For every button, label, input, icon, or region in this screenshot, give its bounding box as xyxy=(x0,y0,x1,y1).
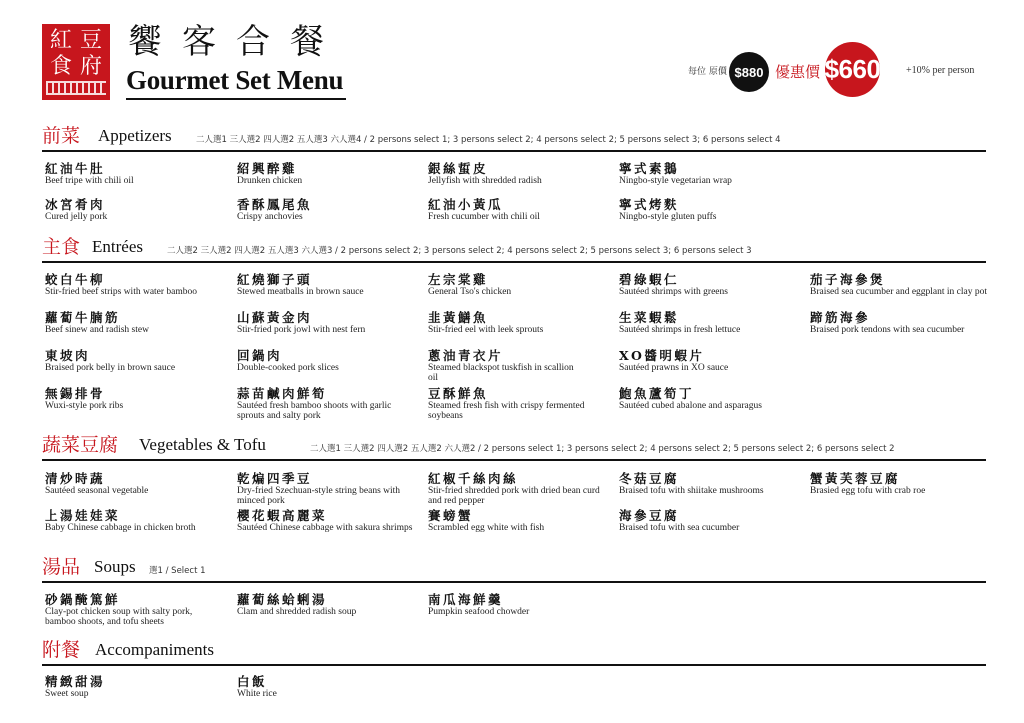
menu-item xyxy=(619,508,799,533)
section-vegetables-tofu xyxy=(42,431,986,461)
menu-item xyxy=(237,674,417,699)
item-name-en: Sautéed seasonal vegetable xyxy=(45,486,149,496)
section-title-en: Accompaniments xyxy=(95,640,214,659)
item-name-zh: 白飯 xyxy=(237,674,268,689)
item-name-zh: 蒜苗鹹肉鮮筍 xyxy=(237,386,328,401)
section-header xyxy=(42,636,986,666)
section-title-zh: 前菜 xyxy=(42,125,81,147)
item-name-en: Stir-fried beef strips with water bamboo xyxy=(45,287,198,297)
item-name-zh: 紅椒千絲肉絲 xyxy=(428,471,519,486)
menu-item xyxy=(428,386,614,421)
section-title-en: Entrées xyxy=(92,237,143,256)
menu-item xyxy=(237,386,405,421)
menu-item xyxy=(45,197,225,222)
menu-item xyxy=(619,310,799,335)
selection-rule: 二人選1 三人選2 四人選2 五人選2 六人選2 / 2 persons select 1; 3 persons select 2; 4 persons select 2; 5 persons select 2; 6 persons select 2 xyxy=(310,444,895,454)
item-name-en: Ningbo-style gluten puffs xyxy=(619,212,717,222)
menu-item xyxy=(428,508,608,533)
item-name-zh: 紅燒獅子頭 xyxy=(237,272,313,287)
section-title-zh: 主食 xyxy=(42,236,81,258)
item-name-zh: 紹興醉雞 xyxy=(237,161,298,176)
menu-item xyxy=(619,272,799,297)
menu-item xyxy=(810,272,990,297)
item-name-en: General Tso's chicken xyxy=(428,287,512,297)
menu-item xyxy=(619,386,799,411)
item-name-en: Wuxi-style pork ribs xyxy=(45,401,124,411)
item-name-zh: XO醬明蝦片 xyxy=(619,348,705,363)
menu-item xyxy=(45,386,225,411)
item-name-zh: 蟹黃芙蓉豆腐 xyxy=(810,471,901,486)
item-name-en: Stir-fried eel with leek sprouts xyxy=(428,325,544,335)
item-name-zh: 碧綠蝦仁 xyxy=(619,272,680,287)
menu-item xyxy=(428,348,578,383)
section-soups xyxy=(42,553,986,583)
item-name-zh: 南瓜海鮮羹 xyxy=(428,592,504,607)
item-name-en: Beef sinew and radish stew xyxy=(45,325,149,335)
item-name-en: Stir-fried pork jowl with nest fern xyxy=(237,325,366,335)
section-title-zh: 蔬菜豆腐 xyxy=(42,434,119,456)
menu-item xyxy=(45,161,225,186)
menu-item xyxy=(237,508,417,533)
item-name-en: Sautéed shrimps with greens xyxy=(619,287,728,297)
item-name-en: Braised sea cucumber and eggplant in clay pot xyxy=(810,287,988,297)
section-appetizers xyxy=(42,122,986,152)
item-name-zh: 清炒時蔬 xyxy=(45,471,106,486)
item-name-zh: 蘿蔔牛腩筋 xyxy=(45,310,121,325)
original-price-badge: $880 xyxy=(729,52,769,92)
item-name-en: Crispy anchovies xyxy=(237,212,303,222)
item-name-zh: 無錫排骨 xyxy=(45,386,106,401)
menu-item xyxy=(619,471,799,496)
section-header xyxy=(42,431,986,461)
logo-fret-border xyxy=(46,81,106,95)
logo-char: 豆 xyxy=(79,28,102,53)
item-name-en: Dry-fried Szechuan-style string beans with minced pork xyxy=(237,486,401,506)
item-name-zh: 茄子海參煲 xyxy=(810,272,886,287)
selection-rule: 二人選2 三人選2 四人選2 五人選3 六人選3 / 2 persons select 2; 3 persons select 2; 4 persons select 2; 5 persons select 3; 6 persons select 3 xyxy=(167,246,752,256)
item-name-zh: 冬菇豆腐 xyxy=(619,471,680,486)
item-name-zh: 紅油牛肚 xyxy=(45,161,106,176)
menu-item xyxy=(45,471,225,496)
menu-item xyxy=(810,310,992,335)
item-name-en: Sautéed cubed abalone and asparagus xyxy=(619,401,762,411)
item-name-zh: 銀絲蜇皮 xyxy=(428,161,489,176)
item-name-zh: 山蘇黃金肉 xyxy=(237,310,313,325)
original-price-label: 每位 原價 xyxy=(688,67,727,77)
item-name-zh: 櫻花蝦高麗菜 xyxy=(237,508,328,523)
menu-item xyxy=(45,508,205,533)
item-name-zh: 香酥鳳尾魚 xyxy=(237,197,313,212)
menu-item xyxy=(237,348,417,373)
menu-item xyxy=(45,310,225,335)
item-name-en: Ningbo-style vegetarian wrap xyxy=(619,176,732,186)
menu-item xyxy=(45,592,225,627)
section-header xyxy=(42,122,986,152)
item-name-en: Double-cooked pork slices xyxy=(237,363,339,373)
section-title-en: Soups xyxy=(94,557,136,576)
item-name-en: Sautéed fresh bamboo shoots with garlic sprouts and salty pork xyxy=(237,401,392,421)
section-title-zh: 附餐 xyxy=(42,639,81,661)
selection-rule: 選1 / Select 1 xyxy=(149,566,206,576)
menu-item xyxy=(619,348,799,373)
item-name-zh: 蹄筋海參 xyxy=(810,310,871,325)
item-name-zh: 生菜蝦鬆 xyxy=(619,310,680,325)
menu-item xyxy=(810,471,990,496)
menu-title-en: Gourmet Set Menu xyxy=(126,65,344,95)
menu-item xyxy=(237,471,417,506)
item-name-en: Braised tofu with sea cucumber xyxy=(619,523,740,533)
item-name-en: Sautéed shrimps in fresh lettuce xyxy=(619,325,741,335)
menu-item xyxy=(619,197,799,222)
item-name-en: Drunken chicken xyxy=(237,176,303,186)
item-name-en: Pumpkin seafood chowder xyxy=(428,607,530,617)
menu-item xyxy=(237,272,417,297)
item-name-zh: 東坡肉 xyxy=(45,348,91,363)
menu-item xyxy=(428,197,608,222)
item-name-zh: 精緻甜湯 xyxy=(45,674,106,689)
item-name-en: Sautéed prawns in XO sauce xyxy=(619,363,729,373)
item-name-en: Jellyfish with shredded radish xyxy=(428,176,542,186)
item-name-en: Fresh cucumber with chili oil xyxy=(428,212,540,222)
item-name-en: Braised tofu with shiitake mushrooms xyxy=(619,486,764,496)
section-title-zh: 湯品 xyxy=(42,556,81,578)
item-name-zh: 豆酥鮮魚 xyxy=(428,386,489,401)
item-name-en: Beef tripe with chili oil xyxy=(45,176,134,186)
menu-item xyxy=(45,348,225,373)
menu-item xyxy=(428,161,608,186)
service-charge-note: +10% per person xyxy=(906,65,975,76)
logo-char: 府 xyxy=(79,54,102,79)
menu-item xyxy=(45,674,225,699)
item-name-zh: 回鍋肉 xyxy=(237,348,283,363)
menu-item xyxy=(237,161,417,186)
menu-item xyxy=(237,197,417,222)
item-name-zh: 上湯娃娃菜 xyxy=(45,508,121,523)
item-name-zh: 鮑魚蘆筍丁 xyxy=(619,386,695,401)
menu-item xyxy=(428,592,608,617)
section-title-en: Vegetables & Tofu xyxy=(139,435,266,454)
item-name-en: Clam and shredded radish soup xyxy=(237,607,357,617)
menu-item xyxy=(428,310,608,335)
section-title-en: Appetizers xyxy=(98,126,172,145)
item-name-en: Steamed blackspot tuskfish in scallion oil xyxy=(428,363,574,383)
section-entrees xyxy=(42,233,986,263)
item-name-zh: 賽螃蟹 xyxy=(428,508,474,523)
logo-char: 紅 xyxy=(49,28,72,53)
logo-char: 食 xyxy=(49,54,72,79)
item-name-en: White rice xyxy=(237,689,277,699)
item-name-zh: 蛟白牛柳 xyxy=(45,272,106,287)
item-name-zh: 蔥油青衣片 xyxy=(428,348,504,363)
item-name-zh: 海參豆腐 xyxy=(619,508,680,523)
item-name-en: Clay-pot chicken soup with salty pork, bamboo shoots, and tofu sheets xyxy=(45,607,193,627)
item-name-en: Steamed fresh fish with crispy fermented soybeans xyxy=(428,401,585,421)
menu-item xyxy=(237,592,417,617)
item-name-zh: 乾煸四季豆 xyxy=(237,471,313,486)
menu-item xyxy=(237,310,417,335)
item-name-en: Stir-fried shredded pork with dried bean curd and red pepper xyxy=(428,486,600,506)
item-name-zh: 寧式烤麩 xyxy=(619,197,680,212)
item-name-en: Braised pork belly in brown sauce xyxy=(45,363,176,373)
item-name-en: Sweet soup xyxy=(45,689,89,699)
item-name-zh: 寧式素鵝 xyxy=(619,161,680,176)
menu-title-zh: 饗客合餐 xyxy=(128,22,344,62)
item-name-en: Baby Chinese cabbage in chicken broth xyxy=(45,523,196,533)
item-name-zh: 左宗棠雞 xyxy=(428,272,489,287)
selection-rule: 二人選1 三人選2 四人選2 五人選3 六人選4 / 2 persons select 1; 3 persons select 2; 4 persons select 2; 5 persons select 3; 6 persons select 4 xyxy=(196,135,781,145)
item-name-zh: 砂鍋醃篤鮮 xyxy=(45,592,121,607)
menu-item xyxy=(428,272,608,297)
item-name-en: Scrambled egg white with fish xyxy=(428,523,545,533)
section-header xyxy=(42,553,986,583)
item-name-zh: 韭黃鱔魚 xyxy=(428,310,489,325)
section-accompaniments xyxy=(42,636,986,666)
menu-item xyxy=(45,272,225,297)
section-header xyxy=(42,233,986,263)
item-name-zh: 紅油小黃瓜 xyxy=(428,197,504,212)
sale-price-label: 優惠價 xyxy=(775,63,821,81)
menu-item xyxy=(428,471,608,506)
title-divider xyxy=(126,98,346,100)
item-name-en: Cured jelly pork xyxy=(45,212,108,222)
item-name-en: Sautéed Chinese cabbage with sakura shrimps xyxy=(237,523,413,533)
item-name-zh: 蘿蔔絲蛤蜊湯 xyxy=(237,592,328,607)
item-name-zh: 冰宮肴肉 xyxy=(45,197,106,212)
restaurant-logo xyxy=(42,24,110,100)
item-name-en: Braised pork tendons with sea cucumber xyxy=(810,325,965,335)
menu-item xyxy=(619,161,799,186)
item-name-en: Brasied egg tofu with crab roe xyxy=(810,486,926,496)
sale-price-badge: $660 xyxy=(825,42,880,97)
item-name-en: Stewed meatballs in brown sauce xyxy=(237,287,364,297)
